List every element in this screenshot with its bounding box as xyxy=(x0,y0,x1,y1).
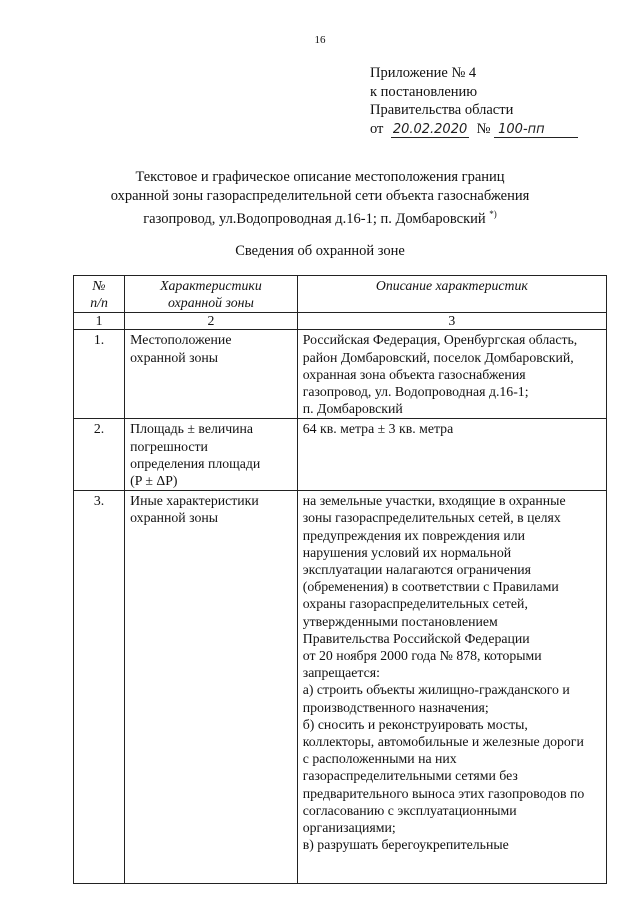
description-line: б) сносить и реконструировать мосты, xyxy=(302,716,528,732)
appendix-line-3: Правительства области xyxy=(370,102,514,118)
appendix-line-1: Приложение № 4 xyxy=(370,65,477,81)
table-row xyxy=(74,491,607,884)
description-line: охраны газораспределительных сетей, xyxy=(302,596,528,612)
description-line: а) строить объекты жилищно-гражданского и xyxy=(302,682,570,698)
column-number-1: 1 xyxy=(74,313,125,330)
characteristic-line: Местоположение xyxy=(130,332,232,348)
description-line: газораспределительными сетями без xyxy=(302,768,518,784)
page-number: 16 xyxy=(314,34,326,46)
column-number-3: 3 xyxy=(297,313,606,330)
description-line: утвержденными постановлением xyxy=(302,613,498,629)
description-line: организациями; xyxy=(302,820,396,836)
appendix-number-label: № xyxy=(476,120,491,137)
section-subtitle: Сведения об охранной зоне xyxy=(235,243,405,259)
table-row xyxy=(74,419,607,491)
characteristic-line: определения площади xyxy=(130,455,261,471)
characteristic-line: (P ± ΔP) xyxy=(130,473,178,489)
description-line: (обременения) в соответствии с Правилами xyxy=(302,579,559,595)
footnote-mark: *) xyxy=(489,209,497,219)
document-title xyxy=(0,168,640,228)
characteristic-line: Иные характеристики xyxy=(130,493,259,509)
description-line: запрещается: xyxy=(302,665,380,681)
description-line: в) разрушать берегоукрепительные xyxy=(302,837,509,853)
description-line: от 20 ноября 2000 года № 878, которыми xyxy=(302,648,542,664)
characteristic-line: Площадь ± величина xyxy=(130,421,254,437)
appendix-number: 100-пп xyxy=(494,123,578,138)
appendix-block xyxy=(370,64,578,138)
column-numbering-row xyxy=(74,313,607,330)
row-description xyxy=(297,330,606,419)
description-line: нарушения условий их нормальной xyxy=(302,544,512,560)
description-line: производственного назначения; xyxy=(302,699,489,715)
description-line: 64 кв. метра ± 3 кв. метра xyxy=(302,421,454,437)
header-number-line-2: п/п xyxy=(90,295,108,311)
header-number-cell xyxy=(74,276,125,313)
row-number: 3. xyxy=(74,491,125,884)
description-line: согласованию с эксплуатационными xyxy=(302,802,517,818)
characteristic-line: охранной зоны xyxy=(130,510,219,526)
appendix-date: 20.02.2020 xyxy=(392,121,468,137)
description-line: эксплуатации налагаются ограничения xyxy=(302,562,532,578)
zone-table xyxy=(73,275,607,884)
appendix-from-label: от xyxy=(370,120,384,137)
table-row xyxy=(74,330,607,419)
header-characteristic-cell xyxy=(125,276,298,313)
description-line: район Домбаровский, поселок Домбаровский, xyxy=(302,349,574,365)
description-line: зоны газораспределительных сетей, в целях xyxy=(302,510,561,526)
appendix-line-2: к постановлению xyxy=(370,83,478,100)
title-line-3 xyxy=(0,205,640,228)
description-line: газопровод, ул. Водопроводная д.16-1; xyxy=(302,384,529,400)
header-characteristic-line-1: Характеристики xyxy=(160,278,262,293)
description-line: п. Домбаровский xyxy=(302,401,403,417)
row-number: 2. xyxy=(74,419,125,491)
title-line-1: Текстовое и графическое описание местоположения границ xyxy=(135,169,505,185)
header-characteristic-line-2: охранной зоны xyxy=(168,295,254,311)
title-line-2: охранной зоны газораспределительной сети объекта газоснабжения xyxy=(110,187,530,204)
row-characteristic xyxy=(125,491,298,884)
description-line: с расположенными на них xyxy=(302,751,457,767)
description-line: коллекторы, автомобильные и железные дороги xyxy=(302,734,584,750)
characteristic-line: погрешности xyxy=(130,438,208,454)
title-line-3-text: газопровод, ул.Водопроводная д.16-1; п. Домбаровский xyxy=(143,210,486,227)
row-characteristic xyxy=(125,419,298,491)
description-line: на земельные участки, входящие в охранные xyxy=(302,493,566,509)
row-description xyxy=(297,491,606,884)
description-line: Правительства Российской Федерации xyxy=(302,630,530,646)
characteristic-line: охранной зоны xyxy=(130,349,219,365)
table-header-row xyxy=(74,276,607,313)
header-number-line-1: № xyxy=(92,278,106,293)
header-description-cell: Описание характеристик xyxy=(297,276,606,313)
row-characteristic xyxy=(125,330,298,419)
description-line: Российская Федерация, Оренбургская область, xyxy=(302,332,578,348)
appendix-date-line xyxy=(370,120,578,139)
description-line: предупреждения их повреждения или xyxy=(302,527,525,543)
description-line: предварительного выноса этих газопроводов по xyxy=(302,785,585,801)
description-line: охранная зона объекта газоснабжения xyxy=(302,366,526,382)
row-number: 1. xyxy=(74,330,125,419)
row-description xyxy=(297,419,606,491)
column-number-2: 2 xyxy=(125,313,298,330)
